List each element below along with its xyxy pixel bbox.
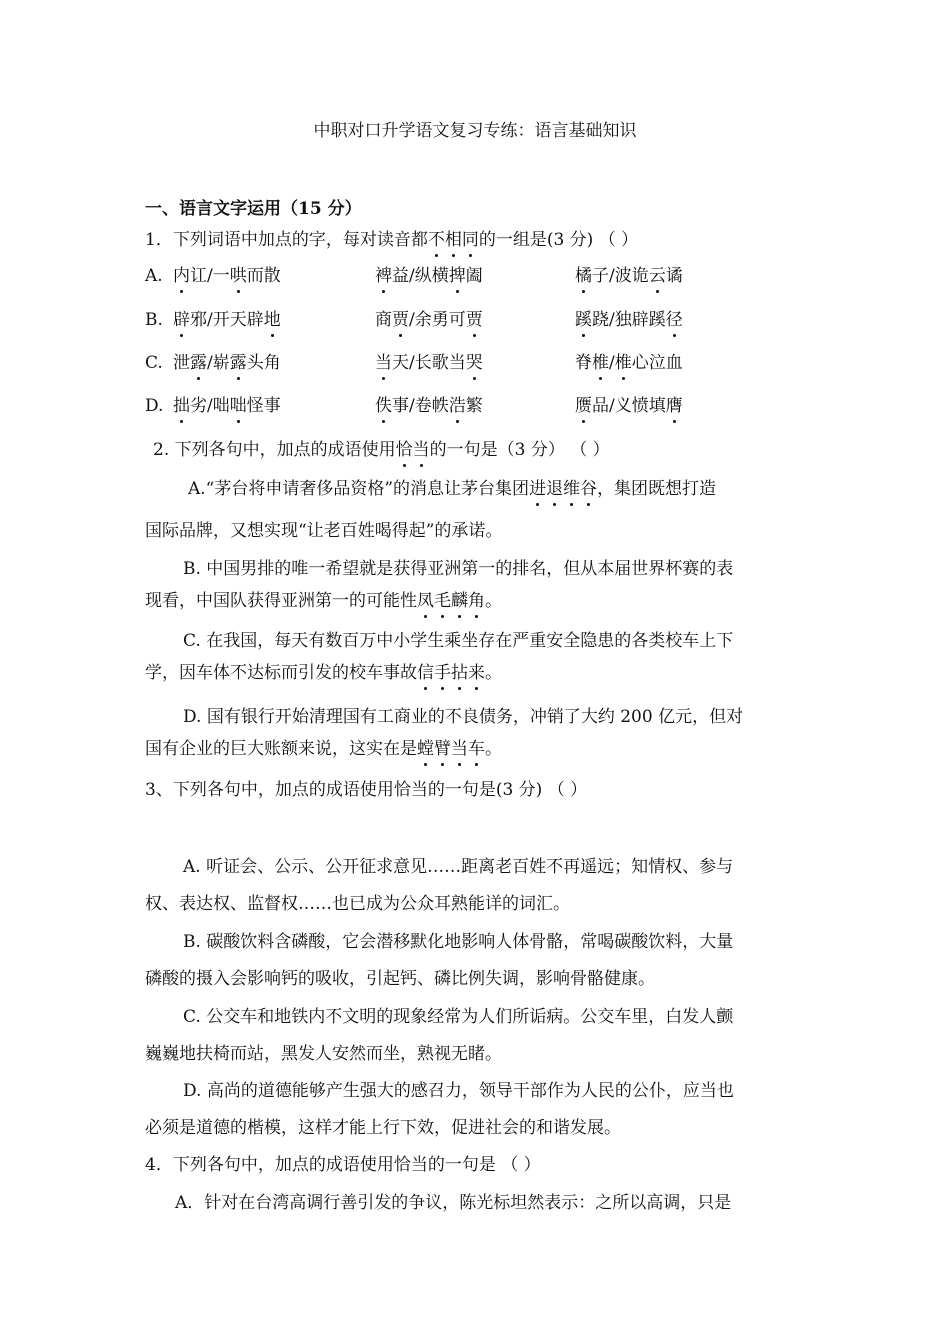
char: /: [409, 266, 415, 286]
emphasis-char: 进: [529, 479, 547, 499]
q3-option-b-line2: 磷酸的摄入会影响钙的吸收，引起钙、磷比例失调，影响骨骼健康。: [145, 969, 655, 989]
emphasis-char: 辟: [173, 310, 190, 330]
char: 泣: [648, 353, 666, 373]
q1-option-word: [375, 352, 483, 374]
q2-d-idiom: [417, 739, 485, 759]
q2-option-c-line1: C. 在我国，每天有数百万中小学生乘坐存在严重安全隐患的各类校车上下: [183, 631, 734, 651]
q2-option-a-line1: [188, 478, 716, 500]
q3-option-d-line1: D. 高尚的道德能够产生强大的感召力，领导干部作为人民的公仆，应当也: [183, 1081, 734, 1101]
char: 帙: [431, 396, 449, 416]
char: /: [409, 310, 415, 330]
char: 当: [448, 353, 466, 373]
emphasis-char: 拈: [451, 663, 468, 683]
q2-d-text: 国有企业的巨大账额来说，这实在是: [145, 739, 417, 759]
emphasis-char: 同: [461, 230, 479, 250]
char: 而: [246, 266, 264, 286]
emphasis-char: 径: [665, 310, 683, 330]
emphasis-char: 信: [417, 663, 434, 683]
q1-option-label: B.: [145, 310, 163, 330]
char: 填: [648, 396, 666, 416]
q2-b-text: 现看，中国队获得亚洲第一的可能性: [145, 591, 417, 611]
q3-option-a-line1: A. 听证会、公示、公开征求意见……距离老百姓不再遥远；知情权、参与: [183, 857, 734, 877]
char: 辟: [246, 310, 264, 330]
char: 开: [212, 310, 230, 330]
emphasis-char: 不: [427, 230, 445, 250]
emphasis-char: 凤: [417, 591, 434, 611]
q2-b-text-end: 。: [485, 591, 502, 611]
emphasis-char: 佚: [375, 396, 392, 416]
q2-stem-pre: 2. 下列各句中，加点的成语使用: [153, 440, 396, 460]
emphasis-char: 露: [229, 353, 247, 373]
emphasis-char: 拙: [173, 396, 190, 416]
q1-option-label: A.: [145, 266, 163, 286]
q1-option-word: [375, 265, 483, 287]
char: /: [609, 310, 615, 330]
q3-option-b-line1: B. 碳酸饮料含磷酸，它会潜移默化地影响人体骨骼，常喝碳酸饮料，大量: [183, 932, 734, 952]
q1-option-word: [173, 265, 281, 287]
q3-option-a-line2: 权、表达权、监督权……也已成为公众耳熟能详的词汇。: [145, 894, 570, 914]
char: 波: [614, 266, 632, 286]
q1-option-word: [375, 309, 483, 331]
char: 益: [392, 266, 409, 286]
emphasis-char: 橘: [575, 266, 592, 286]
emphasis-char: 当: [451, 739, 468, 759]
emphasis-char: 椎: [614, 353, 632, 373]
char: /: [609, 396, 615, 416]
q2-stem-post: 的一句是（3 分） （ ）: [429, 440, 610, 460]
emphasis-char: 退: [546, 479, 564, 499]
char: 事: [263, 396, 281, 416]
emphasis-char: 哄: [229, 266, 247, 286]
char: 长: [414, 353, 432, 373]
q2-a-idiom: [529, 479, 597, 499]
emphasis-char: 椎: [592, 353, 609, 373]
emphasis-char: 咄: [229, 396, 247, 416]
q2-stem: [153, 439, 610, 461]
char: /: [609, 353, 615, 373]
char: 跷: [592, 310, 609, 330]
q1-option-word: [173, 395, 281, 417]
char: 讧: [190, 266, 207, 286]
emphasis-char: 浩: [448, 396, 466, 416]
q3-option-c-line2: 巍巍地扶椅而站，黑发人安然而坐，熟视无睹。: [145, 1044, 502, 1064]
q2-option-a-line2: 国际品牌，又想实现“让老百姓喝得起”的承诺。: [145, 521, 503, 541]
char: 事: [392, 396, 409, 416]
char: 子: [592, 266, 609, 286]
page-title: 中职对口升学语文复习专练：语言基础知识: [313, 121, 637, 141]
char: 愤: [631, 396, 649, 416]
emphasis-char: 来: [468, 663, 485, 683]
char: 泄: [173, 353, 190, 373]
emphasis-char: 哭: [465, 353, 483, 373]
char: 勇: [431, 310, 449, 330]
emphasis-char: 车: [468, 739, 485, 759]
char: 横: [431, 266, 449, 286]
emphasis-char: 谷: [580, 479, 598, 499]
char: /: [409, 396, 415, 416]
char: 血: [665, 353, 683, 373]
q1-stem-post: 的一组是(3 分) （ ）: [478, 230, 639, 250]
emphasis-char: 维: [563, 479, 581, 499]
char: 咄: [212, 396, 230, 416]
char: 心: [631, 353, 649, 373]
q1-option-word: [575, 352, 683, 374]
q3-stem: 3、下列各句中，加点的成语使用恰当的一句是(3 分) （ ）: [145, 780, 588, 800]
emphasis-char: 恰: [395, 440, 413, 460]
emphasis-char: 蹊: [575, 310, 592, 330]
emphasis-char: 贾: [465, 310, 483, 330]
q2-option-b-line1: B. 中国男排的唯一希望就是获得亚洲第一的排名，但从本届世界杯赛的表: [183, 559, 734, 579]
char: 怪: [246, 396, 264, 416]
emphasis-char: 捭: [448, 266, 466, 286]
emphasis-char: 角: [468, 591, 485, 611]
section-heading: 一、语言文字运用（15 分）: [145, 199, 362, 219]
emphasis-char: 当: [412, 440, 430, 460]
char: 一: [212, 266, 230, 286]
q4-stem: 4．下列各句中，加点的成语使用恰当的一句是 （ ）: [145, 1155, 541, 1175]
q2-a-text: A.“茅台将申请奢侈品资格”的消息让茅台集团: [188, 479, 530, 499]
emphasis-char: 贾: [392, 310, 409, 330]
char: /: [207, 266, 213, 286]
char: 脊: [575, 353, 592, 373]
q1-option-label: D.: [145, 396, 164, 416]
char: /: [409, 353, 415, 373]
char: 品: [592, 396, 609, 416]
emphasis-char: 麟: [451, 591, 468, 611]
q1-option-word: [575, 309, 683, 331]
char: 阖: [465, 266, 483, 286]
q1-stem: [145, 229, 638, 251]
q2-stem-dotted: [396, 440, 430, 460]
emphasis-char: 露: [190, 353, 207, 373]
emphasis-char: 臂: [434, 739, 451, 759]
q2-option-d-line1: D. 国有银行开始清理国有工商业的不良债务，冲销了大约 200 亿元，但对: [183, 707, 744, 727]
char: 余: [414, 310, 432, 330]
q1-stem-pre: 1．下列词语中加点的字，每对读音都: [145, 230, 428, 250]
char: 商: [375, 310, 392, 330]
char: /: [609, 266, 615, 286]
q2-option-c-line2: [145, 662, 502, 684]
q2-c-text-end: 。: [485, 663, 502, 683]
emphasis-char: 当: [375, 353, 392, 373]
emphasis-char: 毛: [434, 591, 451, 611]
q1-option-word: [173, 352, 281, 374]
emphasis-char: 云: [648, 266, 666, 286]
q2-a-text-end: ，集团既想打造: [597, 479, 717, 499]
emphasis-char: 内: [173, 266, 190, 286]
q2-d-text-end: 。: [485, 739, 502, 759]
char: 纵: [414, 266, 432, 286]
q1-option-word: [173, 309, 281, 331]
q2-c-idiom: [417, 663, 485, 683]
emphasis-char: 相: [444, 230, 462, 250]
char: 繁: [465, 396, 483, 416]
q2-b-idiom: [417, 591, 485, 611]
q1-option-word: [375, 395, 483, 417]
char: 邪: [190, 310, 207, 330]
emphasis-char: 螳: [417, 739, 434, 759]
emphasis-char: 赝: [575, 396, 592, 416]
q1-option-label: C.: [145, 353, 163, 373]
q2-c-text: 学，因车体不达标而引发的校车事故: [145, 663, 417, 683]
char: 独: [614, 310, 632, 330]
char: 崭: [212, 353, 230, 373]
char: 散: [263, 266, 281, 286]
q3-option-c-line1: C. 公交车和地铁内不文明的现象经常为人们所诟病。公交车里，白发人颤: [183, 1007, 734, 1027]
char: 诡: [631, 266, 649, 286]
char: 天: [229, 310, 247, 330]
char: 谲: [665, 266, 683, 286]
char: 蹊: [648, 310, 666, 330]
q1-option-word: [575, 395, 683, 417]
char: 歌: [431, 353, 449, 373]
char: 义: [614, 396, 632, 416]
q3-option-d-line2: 必须是道德的楷模，这样才能上行下效，促进社会的和谐发展。: [145, 1118, 621, 1138]
char: /: [207, 310, 213, 330]
emphasis-char: 地: [263, 310, 281, 330]
char: 辟: [631, 310, 649, 330]
emphasis-char: 裨: [375, 266, 392, 286]
char: /: [207, 353, 213, 373]
q2-option-b-line2: [145, 590, 502, 612]
emphasis-char: 膺: [665, 396, 683, 416]
char: 可: [448, 310, 466, 330]
char: /: [207, 396, 213, 416]
char: 头: [246, 353, 264, 373]
q1-option-word: [575, 265, 683, 287]
char: 角: [263, 353, 281, 373]
char: 卷: [414, 396, 432, 416]
emphasis-char: 手: [434, 663, 451, 683]
q1-stem-dotted: [428, 230, 479, 250]
char: 天: [392, 353, 409, 373]
q4-option-a-line1: A．针对在台湾高调行善引发的争议，陈光标坦然表示：之所以高调，只是: [175, 1193, 732, 1213]
char: 劣: [190, 396, 207, 416]
q2-option-d-line2: [145, 738, 502, 760]
